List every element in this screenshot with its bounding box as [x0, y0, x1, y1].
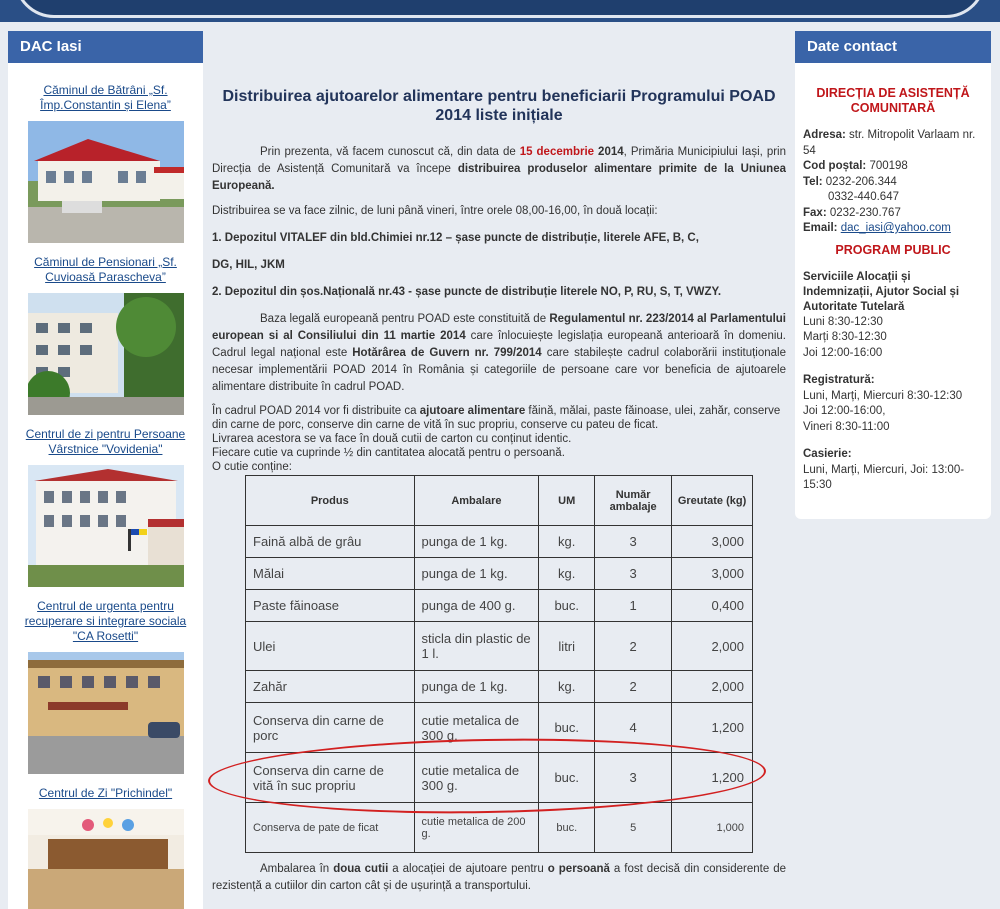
cell-ambalare: cutie metalica de 200 g.: [414, 803, 539, 853]
cell-um: kg.: [539, 671, 595, 703]
casierie-hours: Luni, Marți, Miercuri, Joi: 13:00-15:30: [803, 463, 965, 491]
packaging-note: [212, 861, 786, 895]
table-row: [246, 622, 753, 671]
location-1-letters: DG, HIL, JKM: [212, 259, 285, 271]
left-sidebar-title: DAC Iasi: [8, 31, 203, 63]
registratura-hours-1: Luni, Marți, Miercuri 8:30-12:30: [803, 389, 963, 402]
contact-address: [803, 128, 983, 159]
cell-numar: 2: [595, 671, 672, 703]
centru-prichindel-photo[interactable]: [28, 809, 184, 909]
tel-value-2: 0332-440.647: [828, 191, 899, 203]
table-row-highlighted: [246, 753, 753, 803]
cell-produs: Paste făinoase: [246, 590, 415, 622]
table-header-row: [246, 476, 753, 526]
table-row: [246, 526, 753, 558]
cell-produs: Conserva de pate de ficat: [246, 803, 415, 853]
cell-ambalare: cutie metalica de 300 g.: [414, 703, 539, 753]
casierie-title: Casierie:: [803, 448, 852, 460]
table-row: [246, 703, 753, 753]
cell-produs: Conserva din carne de vită în suc propriu: [246, 753, 415, 803]
cell-produs: Conserva din carne de porc: [246, 703, 415, 753]
cell-numar: 3: [595, 753, 672, 803]
article-title: Distribuirea ajutoarelor alimentare pentru beneficiarii Programului POAD 2014 liste inițiale: [222, 88, 776, 124]
cell-um: litri: [539, 622, 595, 671]
cell-greutate: 1,200: [672, 703, 753, 753]
tel-label: Tel:: [803, 175, 823, 188]
postal-label: Cod poștal:: [803, 160, 867, 172]
cell-produs: Mălai: [246, 558, 415, 590]
right-sidebar-title: Date contact: [795, 31, 991, 63]
contact-tel: [803, 175, 983, 191]
cell-greutate: 2,000: [672, 671, 753, 703]
table-row: [246, 590, 753, 622]
postal-value: 700198: [866, 160, 908, 172]
cell-produs: Faină albă de grâu: [246, 526, 415, 558]
cell-ambalare: punga de 1 kg.: [414, 558, 539, 590]
table-row: [246, 671, 753, 703]
cell-numar: 4: [595, 703, 672, 753]
cell-ambalare: punga de 1 kg.: [414, 671, 539, 703]
pack-text-d: o persoană: [547, 863, 610, 875]
contact-postal: [803, 159, 983, 175]
distribution-schedule: Distribuirea se va face zilnic, de luni până vineri, între orele 08,00-16,00, în două locații:: [212, 205, 658, 217]
delivery-note: Livrarea acestora se va face în două cutii de carton cu conținut identic.: [212, 433, 572, 445]
cell-um: buc.: [539, 703, 595, 753]
food-aid-list: [212, 404, 786, 432]
cell-ambalare: sticla din plastic de 1 l.: [414, 622, 539, 671]
intro-year: 2014: [594, 146, 624, 158]
centru-vovidenia-photo[interactable]: [28, 465, 184, 587]
organization-name: DIRECȚIA DE ASISTENȚĂ COMUNITARĂ: [816, 86, 970, 115]
intro-text-a: Prin prezenta, vă facem cunoscut că, din data de: [260, 146, 520, 158]
fax-label: Fax:: [803, 206, 827, 219]
sidebar-link-camin-batrani[interactable]: Căminul de Bătrâni „Sf. Împ.Constantin și Elena”: [40, 83, 171, 112]
location-2: 2. Depozitul din șos.Națională nr.43 - șase puncte de distribuție literele NO, P, RU, S, T, VWZY.: [212, 286, 722, 298]
registratura-hours-3: Vineri 8:30-11:00: [803, 420, 890, 433]
box-note: Fiecare cutie va cuprinde ½ din cantitatea alocată pentru o persoană.: [212, 447, 565, 459]
header-banner: [14, 0, 986, 18]
cell-produs: Ulei: [246, 622, 415, 671]
cell-produs: Zahăr: [246, 671, 415, 703]
col-ambalare: Ambalare: [414, 476, 539, 526]
legal-hg: Hotărârea de Guvern nr. 799/2014: [352, 347, 542, 359]
services-hours-1: Luni 8:30-12:30: [803, 315, 883, 328]
cell-ambalare: punga de 1 kg.: [414, 526, 539, 558]
cell-numar: 3: [595, 558, 672, 590]
box-contents-table: [245, 475, 753, 853]
cell-greutate: 1,000: [672, 803, 753, 853]
cell-um: buc.: [539, 803, 595, 853]
legal-text-e: care stabilește cadrul colaborării instituționale necesar implementării POAD 2014 în România și categoriile de persoane care vor beneficia de ajutoarele alimentare distribuite în cadrul POAD.: [212, 347, 786, 393]
program-public-title: PROGRAM PUBLIC: [835, 242, 951, 257]
col-greutate: Greutate (kg): [672, 476, 753, 526]
camin-pensionari-photo[interactable]: [28, 293, 184, 415]
cell-um: kg.: [539, 558, 595, 590]
food-text-a: În cadrul POAD 2014 vor fi distribuite ca: [212, 405, 420, 417]
email-label: Email:: [803, 222, 838, 234]
table-row: [246, 803, 753, 853]
legal-regulation: Regulamentul nr. 223/2014 al Parlamentului european si al Consiliului din 11 martie 2014: [212, 313, 786, 342]
contact-email: [803, 221, 983, 237]
cell-greutate: 1,200: [672, 753, 753, 803]
food-text-c: făină, mălai, paste făinoase, ulei, zahăr, conserve din carne de porc, conserve din carne de vită în suc propriu, conserve cu pateu de ficat.: [212, 405, 781, 431]
legal-basis: [212, 311, 786, 396]
col-numar: Număr ambalaje: [595, 476, 672, 526]
centru-rosetti-photo[interactable]: [28, 652, 184, 774]
legal-text-a: Baza legală europeană pentru POAD este constituită de: [260, 313, 550, 325]
cell-numar: 1: [595, 590, 672, 622]
pack-text-c: a alocației de ajutoare pentru: [388, 863, 548, 875]
sidebar-item-centru-rosetti: [8, 599, 203, 774]
table-row: [246, 558, 753, 590]
cell-numar: 5: [595, 803, 672, 853]
sidebar-item-centru-vovidenia: [8, 427, 203, 587]
camin-batrani-photo[interactable]: [28, 121, 184, 243]
registratura-hours-2: Joi 12:00-16:00,: [803, 405, 886, 417]
cell-numar: 2: [595, 622, 672, 671]
legal-text-c: care înlocuiește legislația europeană anterioară în domeniu. Cadrul legal național este: [212, 330, 786, 359]
cell-greutate: 0,400: [672, 590, 753, 622]
fax-value: 0232-230.767: [826, 206, 901, 219]
contact-details: [795, 63, 991, 494]
sidebar-item-camin-pensionari: [8, 255, 203, 415]
pack-text-a: Ambalarea în: [260, 863, 334, 875]
services-hours-2: Marți 8:30-12:30: [803, 331, 887, 343]
pack-text-b: doua cutii: [333, 863, 389, 875]
sidebar-item-centru-prichindel: [8, 786, 203, 909]
article-content: [212, 31, 786, 909]
cell-greutate: 3,000: [672, 526, 753, 558]
food-text-b: ajutoare alimentare: [419, 405, 526, 417]
intro-text-b: , Primăria Municipiului Iași, prin Direcția de Asistență Comunitară va începe: [212, 146, 786, 175]
intro-bold: distribuirea produselor alimentare primite de la Uniunea Europeană.: [212, 163, 786, 192]
col-produs: Produs: [246, 476, 415, 526]
intro-date: 15 decembrie: [519, 146, 595, 158]
box-contents-label: O cutie conține:: [212, 461, 292, 473]
col-um: UM: [539, 476, 595, 526]
registratura-title: Registratură:: [803, 374, 875, 386]
right-sidebar: [795, 31, 991, 519]
cell-greutate: 2,000: [672, 622, 753, 671]
cell-um: kg.: [539, 526, 595, 558]
location-1: 1. Depozitul VITALEF din bld.Chimiei nr.12 – șase puncte de distribuție, literele AFE, B, C,: [212, 232, 699, 244]
email-link[interactable]: dac_iasi@yahoo.com: [840, 222, 951, 234]
address-value: str. Mitropolit Varlaam nr. 54: [803, 129, 976, 157]
sidebar-link-centru-vovidenia[interactable]: Centrul de zi pentru Persoane Vârstnice "Vovidenia": [25, 427, 186, 456]
cell-ambalare: cutie metalica de 300 g.: [414, 753, 539, 803]
cell-um: buc.: [539, 753, 595, 803]
site-header-bar: [0, 0, 1000, 22]
cell-ambalare: punga de 400 g.: [414, 590, 539, 622]
address-label: Adresa:: [803, 129, 846, 141]
tel-value-1: 0232-206.344: [822, 175, 897, 188]
sidebar-link-camin-pensionari[interactable]: Căminul de Pensionari „Sf. Cuvioasă Parascheva”: [34, 255, 177, 284]
cell-numar: 3: [595, 526, 672, 558]
pack-text-e: a fost decisă din considerente de rezistență a cutiilor din carton cât și de ușurință a transportului.: [212, 863, 786, 892]
services-title: Serviciile Alocații și Indemnizații, Ajutor Social și Autoritate Tutelară: [803, 270, 960, 313]
sidebar-link-centru-prichindel[interactable]: Centrul de Zi "Prichindel": [38, 786, 173, 800]
left-sidebar: [8, 31, 203, 909]
cell-um: buc.: [539, 590, 595, 622]
sidebar-item-camin-batrani: [8, 83, 203, 243]
sidebar-link-centru-rosetti[interactable]: Centrul de urgenta pentru recuperare si integrare sociala "CA Rosetti": [24, 599, 187, 643]
cell-greutate: 3,000: [672, 558, 753, 590]
contact-fax: [803, 206, 983, 222]
services-hours-3: Joi 12:00-16:00: [803, 346, 883, 359]
article-intro: [212, 144, 786, 195]
